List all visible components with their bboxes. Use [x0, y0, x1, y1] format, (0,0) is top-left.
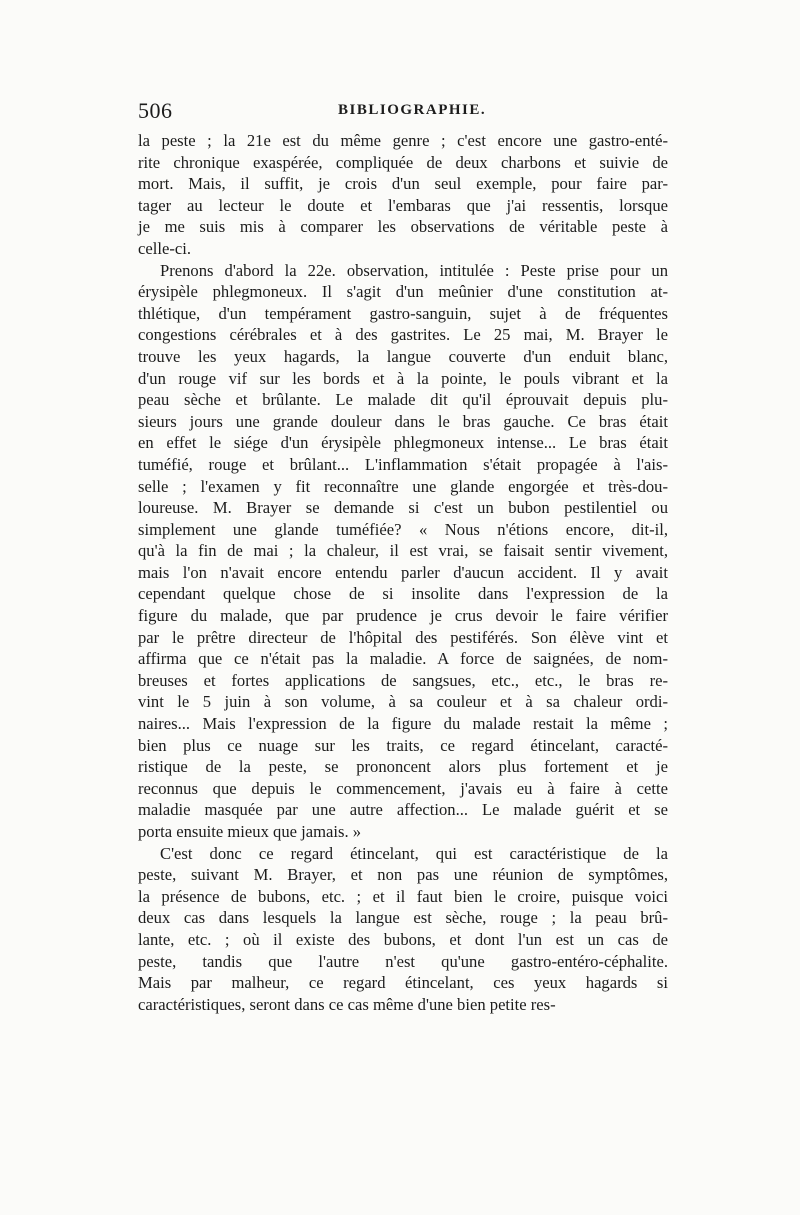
text-line: rite chronique exaspérée, compliquée de deux charbons et suivie de [138, 152, 668, 172]
running-title: BIBLIOGRAPHIE. [338, 102, 487, 118]
text-line: en effet le siége d'un érysipèle phlegmoneux intense... Le bras était [138, 433, 668, 453]
text-line: reconnus que depuis le commencement, j'avais eu à faire à cette [138, 778, 668, 798]
text-line: ristique de la peste, se prononcent alors plus fortement et je [138, 757, 668, 777]
text-line: érysipèle phlegmoneux. Il s'agit d'un meûnier d'une constitution at- [138, 282, 668, 302]
text-line: maladie masquée par une autre affection... Le malade guérit et se [138, 800, 668, 820]
page-header [138, 98, 668, 128]
paragraph [138, 260, 668, 843]
text-line: d'un rouge vif sur les bords et à la pointe, le pouls vibrant et la [138, 368, 668, 388]
page-number: 506 [138, 98, 173, 123]
body-text [138, 130, 668, 1015]
text-line: caractéristiques, seront dans ce cas même d'une bien petite res- [138, 994, 556, 1014]
text-line: figure du malade, que par prudence je crus devoir le faire vérifier [138, 606, 668, 626]
text-line: cependant quelque chose de si insolite dans l'expression de la [138, 584, 668, 604]
text-line: vint le 5 juin à son volume, à sa couleur et à sa chaleur ordi- [138, 692, 668, 712]
text-line: peste, tandis que l'autre n'est qu'une gastro-entéro-céphalite. [138, 951, 668, 971]
text-line: breuses et fortes applications de sangsues, etc., etc., le bras re- [138, 670, 668, 690]
text-line: naires... Mais l'expression de la figure du malade restait la même ; [138, 714, 668, 734]
text-line: loureuse. M. Brayer se demande si c'est un bubon pestilentiel ou [138, 498, 668, 518]
text-line: affirma que ce n'était pas la maladie. A force de saignées, de nom- [138, 649, 668, 669]
text-line: peau sèche et brûlante. Le malade dit qu'il éprouvait depuis plu- [138, 390, 668, 410]
text-line: la peste ; la 21e est du même genre ; c'est encore une gastro-enté- [138, 131, 668, 150]
text-line: Mais par malheur, ce regard étincelant, ces yeux hagards si [138, 973, 668, 993]
text-line: porta ensuite mieux que jamais. » [138, 822, 362, 841]
text-line: C'est donc ce regard étincelant, qui est caractéristique de la [160, 843, 668, 863]
text-line: simplement une glande tuméfiée? « Nous n'étions encore, dit-il, [138, 519, 668, 539]
text-line: mort. Mais, il suffit, je crois d'un seul exemple, pour faire par- [138, 174, 668, 194]
text-line: deux cas dans lesquels la langue est sèche, rouge ; la peau brû- [138, 908, 668, 928]
text-line: bien plus ce nuage sur les traits, ce regard étincelant, caracté- [138, 735, 668, 755]
paragraph [138, 130, 668, 260]
text-line: celle-ci. [138, 238, 191, 258]
text-line: selle ; l'examen y fit reconnaître une glande engorgée et très-dou- [138, 476, 668, 496]
text-line: trouve les yeux hagards, la langue couverte d'un enduit blanc, [138, 346, 668, 366]
text-line: je me suis mis à comparer les observations de véritable peste à [138, 217, 668, 237]
text-line: la présence de bubons, etc. ; et il faut bien le croire, puisque voici [138, 886, 668, 906]
text-line: thlétique, d'un tempérament gastro-sanguin, sujet à de fréquentes [138, 303, 668, 323]
text-line: peste, suivant M. Brayer, et non pas une réunion de symptômes, [138, 865, 668, 885]
text-line: lante, etc. ; où il existe des bubons, et dont l'un est un cas de [138, 929, 668, 949]
text-line: tuméfié, rouge et brûlant... L'inflammation s'était propagée à l'ais- [138, 454, 668, 474]
paragraph [138, 843, 668, 1016]
text-line: qu'à la fin de mai ; la chaleur, il est vrai, se faisait sentir vivement, [138, 541, 668, 561]
text-line: Prenons d'abord la 22e. observation, intitulée : Peste prise pour un [160, 260, 668, 280]
text-line: sieurs jours une grande douleur dans le bras gauche. Ce bras était [138, 411, 668, 431]
text-line: congestions cérébrales et à des gastrites. Le 25 mai, M. Brayer le [138, 325, 668, 345]
text-line: mais l'on n'avait encore entendu parler d'aucun accident. Il y avait [138, 562, 668, 582]
text-line: par le prêtre directeur de l'hôpital des pestiférés. Son élève vint et [138, 627, 668, 647]
text-line: tager au lecteur le doute et l'embaras que j'ai ressentis, lorsque [138, 195, 668, 215]
